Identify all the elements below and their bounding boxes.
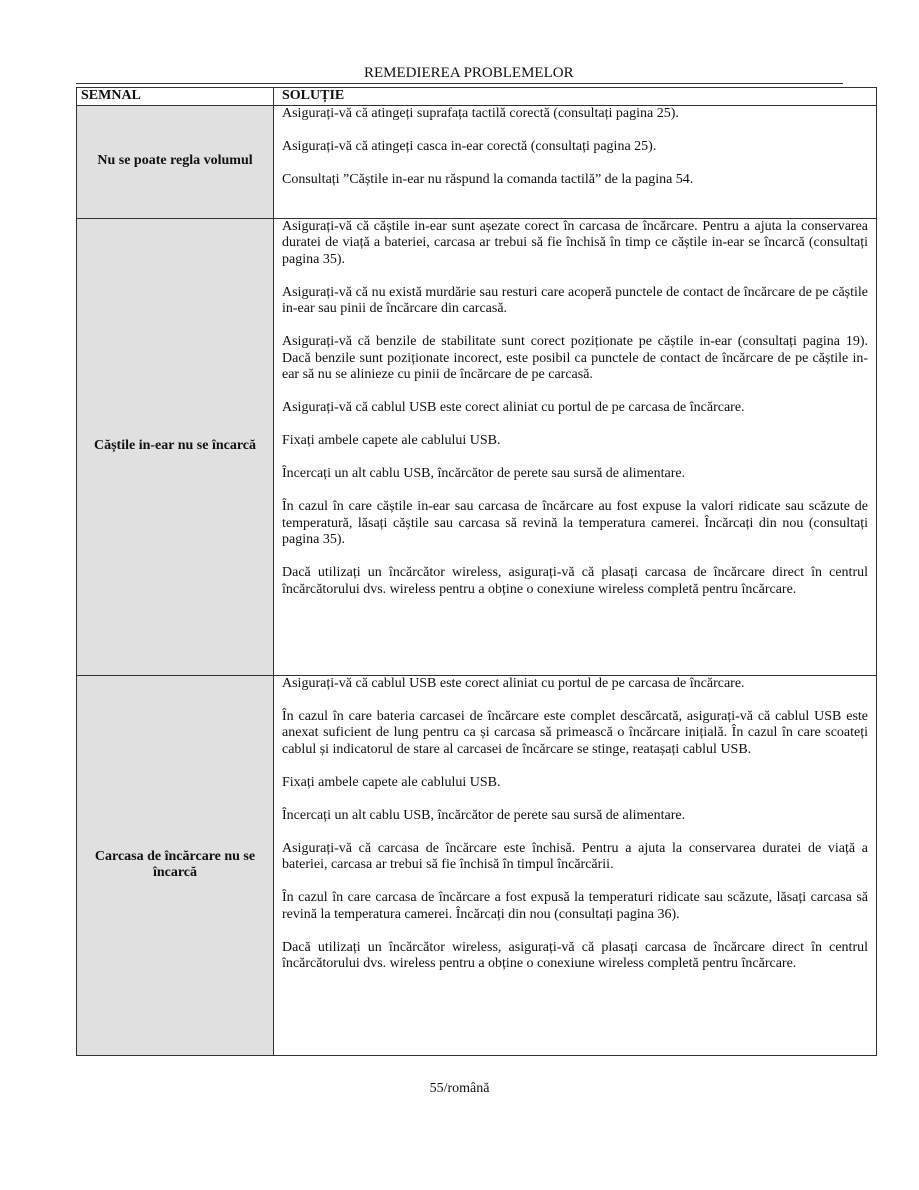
solution-cell	[274, 218, 877, 675]
solution-paragraph: Asigurați-vă că cablul USB este corect aliniat cu portul de pe carcasa de încărcare.	[282, 675, 745, 691]
solution-paragraph: Asigurați-vă că carcasa de încărcare este închisă. Pentru a ajuta la conservarea duratei de viață a bateriei, carcasa ar trebui să fie închisă în timpul încărcării.	[282, 840, 868, 872]
solution-paragraph: Încercați un alt cablu USB, încărcător de perete sau sursă de alimentare.	[282, 466, 686, 481]
page-header	[76, 64, 843, 84]
table-row	[77, 218, 877, 675]
solution-paragraph: Asigurați-vă că atingeți suprafața tactilă corectă (consultați pagina 25).	[282, 105, 679, 121]
signal-cell: Căștile in-ear nu se încarcă	[77, 218, 274, 675]
solution-paragraph: Asigurați-vă că nu există murdărie sau resturi care acoperă punctele de contact de încărcare de pe căștile in-ear sau pinii de încărcare din carcasă.	[282, 284, 868, 316]
solution-paragraph: Asigurați-vă că cablul USB este corect aliniat cu portul de pe carcasa de încărcare.	[282, 400, 745, 415]
solution-paragraph: Fixați ambele capete ale cablului USB.	[282, 774, 501, 790]
signal-cell: Nu se poate regla volumul	[77, 105, 274, 218]
troubleshooting-table	[76, 87, 877, 1056]
solution-cell	[274, 105, 877, 218]
solution-paragraph: În cazul în care căștile in-ear sau carcasa de încărcare au fost expuse la valori ridicate sau scăzute de temperatură, lăsați căștile sau carcasa să revină la temperatura camerei. Încărcați din nou (consultați pagina 35).	[282, 499, 868, 547]
solution-paragraph: Încercați un alt cablu USB, încărcător de perete sau sursă de alimentare.	[282, 807, 686, 823]
column-header-solution: SOLUȚIE	[274, 88, 877, 106]
solution-paragraph: Asigurați-vă că atingeți casca in-ear corectă (consultați pagina 25).	[282, 138, 657, 154]
solution-paragraph: Consultați ”Căștile in-ear nu răspund la comanda tactilă” de la pagina 54.	[282, 171, 694, 187]
solution-paragraph: Dacă utilizați un încărcător wireless, asigurați-vă că plasați carcasa de încărcare direct în centrul încărcătorului dvs. wireless pentru a obține o conexiune wireless completă pentru încărcare.	[282, 565, 868, 597]
signal-cell: Carcasa de încărcare nu se încarcă	[77, 675, 274, 1055]
column-header-signal: SEMNAL	[77, 88, 274, 106]
section-title: REMEDIEREA PROBLEMELOR	[364, 65, 574, 81]
solution-paragraph: Fixați ambele capete ale cablului USB.	[282, 433, 501, 448]
solution-paragraph: În cazul în care bateria carcasei de încărcare este complet descărcată, asigurați-vă că cablul USB este anexat suficient de lung pentru ca și carcasa să primească o încărcare inițială. În cazul în care scoateți cablul și indicatorul de stare al carcasei de încărcare se stinge, reatașați cablul USB.	[282, 708, 868, 757]
table-row	[77, 105, 877, 218]
solution-paragraph: Asigurați-vă că căștile in-ear sunt așezate corect în carcasa de încărcare. Pentru a ajuta la conservarea duratei de viață a bateriei, carcasa ar trebui să fie închisă în timp ce căștile in-ear se încarcă (consultați pagina 35).	[282, 218, 868, 267]
page-number: 55/română	[429, 1081, 490, 1096]
table-header-row	[77, 88, 877, 106]
solution-paragraph: Asigurați-vă că benzile de stabilitate sunt corect poziționate pe căștile in-ear (consultați pagina 19). Dacă benzile sunt poziționate incorect, este posibil ca punctele de contact de încărcare de pe căștile in-ear să nu se alinieze cu pinii de încărcare de pe carcasă.	[282, 334, 868, 382]
solution-cell	[274, 675, 877, 1055]
solution-paragraph: În cazul în care carcasa de încărcare a fost expusă la temperaturi ridicate sau scăzute, lăsați carcasa să revină la temperatura camerei. Încărcați din nou (consultați pagina 36).	[282, 890, 868, 922]
solution-paragraph: Dacă utilizați un încărcător wireless, asigurați-vă că plasați carcasa de încărcare direct în centrul încărcătorului dvs. wireless pentru a obține o conexiune wireless completă pentru încărcare.	[282, 939, 868, 971]
table-row	[77, 675, 877, 1055]
